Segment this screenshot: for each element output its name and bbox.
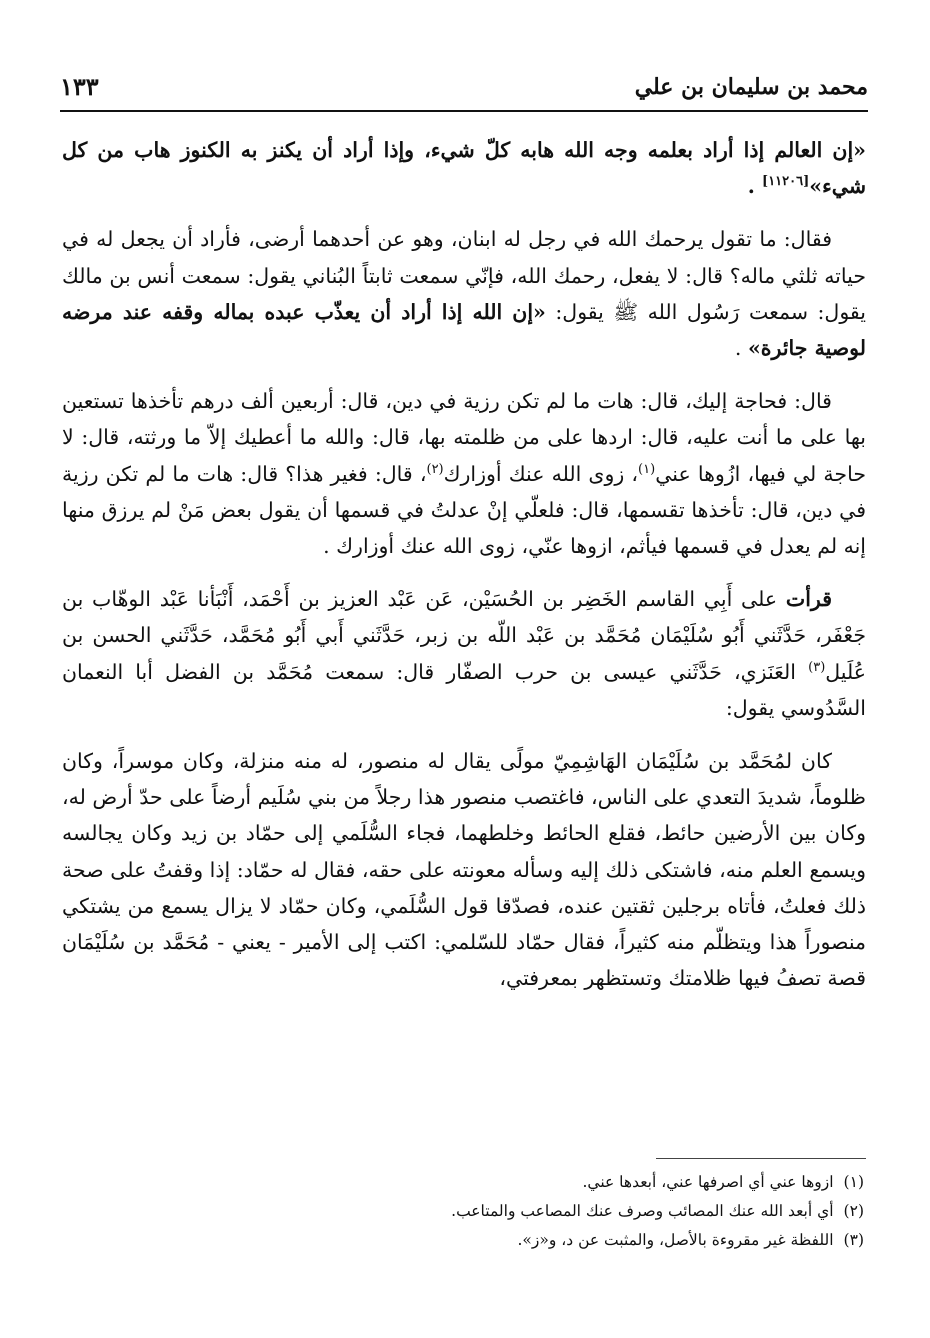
paragraph-5 [62, 743, 866, 996]
paragraph-3-text-b: ، زوى الله عنك أوزارك [443, 461, 639, 486]
footnote-ref-2: (٢) [426, 461, 444, 477]
paragraph-3-text-a: قال: فحاجة إليك، قال: هات ما لم تكن رزية في دين، قال: أربعين ألف درهم تأخذها تستعين بها على ما أنت عليه، قال: اردها على من ظلمته بها، قال: والله ما أعطيك إلاّ ما ورثته، قال: لا حاجة لي فيها، ازُوها عني [62, 389, 867, 486]
paragraph-4-isnad [62, 581, 866, 726]
footnote-text: اللفظة غير مقروءة بالأصل، والمثبت عن د، و«ز». [517, 1231, 834, 1249]
qarat-keyword: قرأت [785, 587, 832, 612]
footnote-3 [62, 1226, 864, 1255]
page-number: ١٣٣ [60, 72, 99, 101]
footnote-number: (٢) [843, 1202, 864, 1220]
hadith-reference: [١١٢٠٦] [762, 174, 810, 190]
paragraph-3-text-c: ، قال: فغير هذا؟ قال: هات ما لم تكن رزية في دين، قال: تأخذها تقسمها، قال: فلعلّي إنْ عدلتُ في قسمها أن يقول بعض مَنْ لم يرزق منها إنه لم يعدل في قسمها فيأثم، ازوها عنّي، زوى الله عنك أوزارك . [62, 461, 866, 559]
main-text [62, 132, 866, 1013]
footnote-number: (٣) [843, 1231, 864, 1249]
footnotes [62, 1168, 864, 1255]
isnad-text-a: على أَبِي القاسم الخَضِر بن الحُسَيْن، عَن عَبْد العزيز بن أَحْمَد، أَنْبَأنا عَبْد الوهّاب بن جَعْفَر، حَدَّثَني أَبُو سُلَيْمَان مُحَمَّد بن عَبْد اللّه بن زبر، حَدَّثَني أَبي أَبُو مُحَمَّد، حَدَّثَني الحسن بن عُلَيل [62, 587, 866, 684]
hadith-text: «إن العالم إذا أراد بعلمه وجه الله هابه كلّ شيء، وإذا أراد أن يكنز به الكنوز هاب من كل شيء» [62, 138, 866, 199]
hadith-paragraph-1 [62, 132, 866, 204]
paragraph-2 [62, 221, 866, 366]
footnote-ref-3: (٣) [808, 659, 826, 675]
running-title: محمد بن سليمان بن علي [634, 74, 868, 100]
footnote-text: ازوها عني أي اصرفها عني، أبعدها عني. [582, 1173, 834, 1191]
footnote-divider [656, 1158, 866, 1159]
footnote-text: أي أبعد الله عنك المصائب وصرف عنك المصاعب والمتاعب. [451, 1202, 834, 1220]
footnote-number: (١) [843, 1173, 864, 1191]
page-header [60, 66, 868, 112]
paragraph-3 [62, 383, 866, 564]
paragraph-2-text: فقال: ما تقول يرحمك الله في رجل له ابنان، وهو عن أحدهما أرضى، فأراد أن يجعل له في حياته ثلثي ماله؟ قال: لا يفعل، رحمك الله، فإنّي سمعت ثابتاً البُناني يقول: سمعت أنس بن مالك يقول: سمعت رَسُول الله ﷺ يقول: [62, 227, 866, 324]
isnad-text-b: العَنَزي، حَدَّثَني عيسى بن حرب الصفّار قال: سمعت مُحَمَّد بن الفضل أبا النعمان السَّدُوسي يقول: [62, 659, 866, 720]
paragraph-end: . [747, 174, 763, 199]
footnote-1 [62, 1168, 864, 1197]
paragraph-5-text: كان لمُحَمَّد بن سُلَيْمَان الهَاشِمِيّ مولًى يقال له منصور، له منه منزلة، وكان موسراً، وكان ظلوماً، شديدَ التعدي على الناس، فاغتصب منصور هذا رجلاً من بني سُلَيم أرضاً على حدّ أرض له، وكان بين الأرضين حائط، فقلع الحائط وخلطهما، فجاء السُّلَمي إلى حمّاد بن زيد وكان يجالسه ويسمع العلم منه، فاشتكى ذلك إليه وسأله معونته على حقه، فقال له حمّاد: إذا وقفتُ على صحة ذلك فعلتُ، فأتاه برجلين ثقتين عنده، فصدّقا قول السُّلَمي، وكان حمّاد لا يزال يسمع من يشتكي منصوراً هذا ويتظلّم منه كثيراً، فقال حمّاد للسّلمي: اكتب إلى الأمير - يعني - مُحَمَّد بن سُلَيْمَان قصة تصفُ فيها ظلامتك وتستظهر بمعرفتي، [62, 749, 866, 991]
footnote-2 [62, 1197, 864, 1226]
hadith-quote: «إن الله إذا أراد أن يعذّب عبده بماله وقفه عند مرضه لوصية جائرة» [62, 299, 866, 361]
paragraph-end: . [734, 336, 748, 361]
footnote-ref-1: (١) [638, 461, 656, 477]
